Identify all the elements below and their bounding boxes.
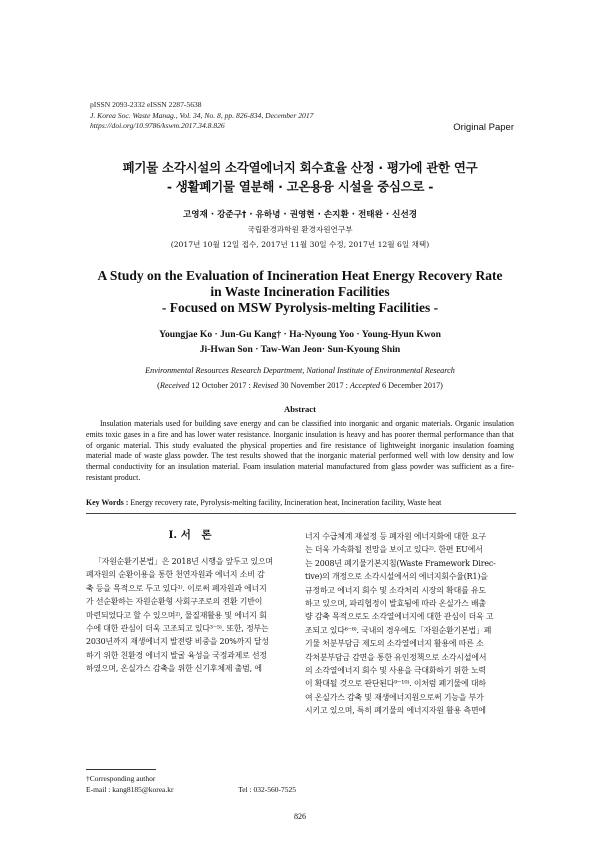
body-line: 하고 있으며, 파리협정이 발효됨에 따라 온실가스 배출 <box>305 599 486 609</box>
article-type-label: Original Paper <box>453 122 514 133</box>
body-line: 량 감축 목적으로도 소각열에너지에 대한 관심이 더욱 고 <box>305 612 494 622</box>
body-line: 마련되었다고 할 수 있으며²⁾, 물질재활용 및 에너지 회 <box>86 610 267 620</box>
corresponding-contact <box>86 785 296 794</box>
body-line: 는 더욱 가속화될 전망을 보이고 있다²⁾. 한편 EU에서 <box>305 545 483 555</box>
page-number: 826 <box>294 812 306 821</box>
body-line: 가 선순환하는 자원순환형 사회구조로의 전환 기반이 <box>86 597 263 607</box>
korean-title: 폐기물 소각시설의 소각열에너지 회수효율 산정 · 평가에 관한 연구 <box>122 160 478 175</box>
doi-link[interactable]: https://doi.org/10.9786/kswm.2017.34.8.826 <box>90 121 225 130</box>
keywords-list: Energy recovery rate, Pyrolysis-melting facility, Incineration heat, Incineration facility, Waste heat <box>128 498 442 507</box>
body-line: 이 확대될 것으로 판단된다⁹⁻¹⁰⁾. 이처럼 폐기물에 대하 <box>305 679 486 689</box>
body-line: 축 등을 목적으로 두고 있다¹⁾. 이로써 폐자원과 에너지 <box>86 583 267 593</box>
body-line: 「자원순환기본법」은 2018년 시행을 앞두고 있으며 <box>94 557 273 566</box>
footnote-divider <box>86 769 156 770</box>
author-email[interactable]: E-mail : kang8185@korea.kr <box>86 785 174 794</box>
body-line: tive)의 개정으로 소각시설에서의 에너지회수율(R1)을 <box>305 572 488 582</box>
english-title-line2: in Waste Incineration Facilities <box>210 284 390 299</box>
journal-citation: J. Korea Soc. Waste Manag., Vol. 34, No. 8, pp. 826-834, December 2017 <box>90 110 314 120</box>
divider <box>86 513 516 514</box>
body-line: 조되고 있다⁶⁻⁸⁾. 국내의 경우에도「자원순환기본법」폐 <box>305 625 492 635</box>
body-column-left <box>86 555 294 676</box>
korean-authors: 고영재 · 강준구† · 유하녕 · 권영현 · 손지환 · 전태완 · 신선경 <box>182 210 418 220</box>
korean-dates: (2017년 10월 12일 접수, 2017년 11월 30일 수정, 2017년 12월 6일 채택) <box>170 240 430 249</box>
body-line: 폐자원의 순환이용을 통한 천연자원과 에너지 소비 감 <box>86 570 265 580</box>
english-affiliation: Environmental Resources Research Department, National Institute of Environmental Research <box>145 366 455 375</box>
english-subtitle: - Focused on MSW Pyrolysis-melting Facilities - <box>161 300 439 315</box>
keywords <box>86 498 516 507</box>
corresponding-author-label: †Corresponding author <box>86 774 156 783</box>
body-line: 는 2008년 폐기물기본지침(Waste Framework Direc- <box>305 558 496 568</box>
body-column-right <box>305 530 517 718</box>
keywords-label: Key Words : <box>86 498 129 507</box>
body-line: 너지 수급체계 재설정 등 폐자원 에너지화에 대한 요구 <box>305 532 486 541</box>
issn-line: pISSN 2093-2332 eISSN 2287-5638 <box>90 100 202 109</box>
body-line: 하기 위한 친환경 에너지 발굴 육성을 국정과제로 선정 <box>86 650 267 660</box>
body-line: 시키고 있으며, 특히 폐기물의 에너지자원 활용 측면에 <box>305 706 486 716</box>
abstract-heading: Abstract <box>284 404 316 414</box>
section-heading: I. 서 론 <box>168 529 212 541</box>
korean-subtitle: - 생활폐기물 열분해 · 고온용융 시설을 중심으로 - <box>166 179 434 194</box>
english-dates: (Received 12 October 2017 : Revised 30 November 2017 : Accepted 6 December 2017) <box>157 381 443 390</box>
english-title-line1: A Study on the Evaluation of Incineration Heat Energy Recovery Rate <box>97 268 503 283</box>
korean-affiliation: 국립환경과학원 환경자원연구부 <box>247 225 353 234</box>
body-line: 여 온실가스 감축 및 재생에너지원으로써 기능을 부가 <box>305 692 484 702</box>
body-line: 수에 대한 관심이 더욱 고조되고 있다³⁻⁵⁾. 또한, 정부는 <box>86 624 269 634</box>
body-line: 의 소각열에너지 회수 및 사용을 극대화하기 위한 노력 <box>305 666 486 676</box>
english-authors-line2: Ji-Hwan Son · Taw-Wan Jeon· Sun-Kyoung Shin <box>199 344 401 355</box>
author-phone: Tel : 032-560-7525 <box>238 785 296 794</box>
body-line: 2030년까지 재생에너지 발전량 비중을 20%까지 달성 <box>86 637 269 647</box>
body-line: 각처분부담금 감면을 통한 유인정책으로 소각시설에서 <box>305 652 487 662</box>
abstract-text: Insulation materials used for building save energy and can be classified into inorganic and organic materials. Organic insulation emits toxic gases in a fire and has lower water resistance. Inorganic insulation is heavy and has poorer thermal performance than that of organic material. This study evaluated the physical properties and fire resistance of lightweight inorganic insulation foaming material made of waste glass powder. The test results showed that the inorganic material performed well with low density and low thermal conductivity for an insulation material. Foam insulation material manufactured from glass powder was sufficient as a fire-resistant product. <box>86 419 514 482</box>
body-line: 하였으며, 온실가스 감축을 위한 신기후체제 출범, 에 <box>86 664 262 674</box>
body-line: 규정하고 에너지 회수 및 소각처리 시장의 확대를 유도 <box>305 585 486 595</box>
english-authors-line1: Youngjae Ko · Jun-Gu Kang† · Ha-Nyoung Yoo · Young-Hyun Kwon <box>159 329 441 340</box>
body-line: 기물 처분부담금 제도의 소각열에너지 활용에 따른 소 <box>305 639 484 649</box>
